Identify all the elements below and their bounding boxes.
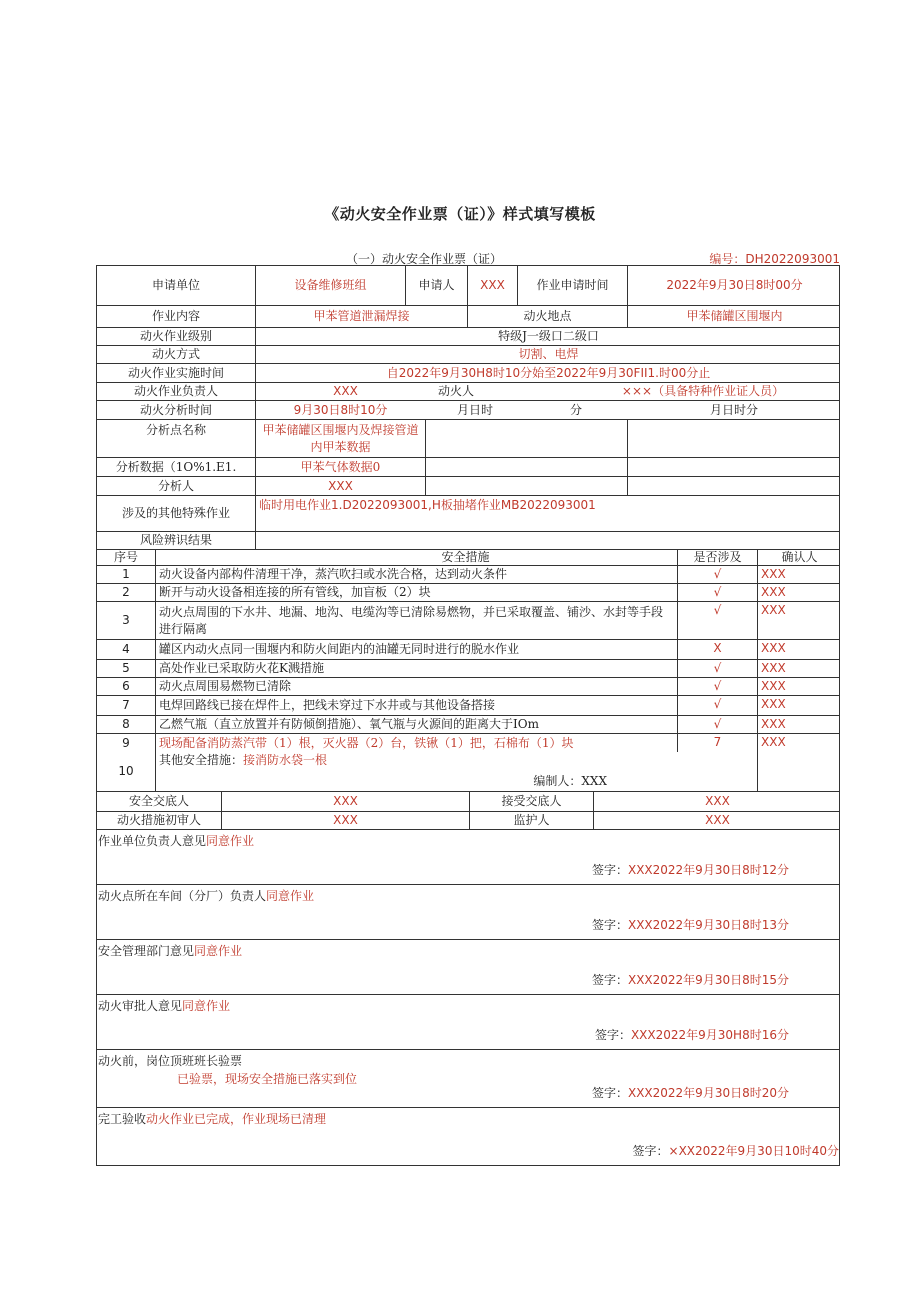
measure-row (97, 660, 839, 678)
opinion-value: 动火作业已完成，作业现场已清理 (146, 1112, 327, 1126)
review-label: 动火措施初审人 (116, 813, 201, 827)
opinion-label: 动火审批人意见 (98, 999, 183, 1013)
measure-row (97, 716, 839, 734)
row-point (97, 420, 839, 458)
row-apply (97, 266, 839, 306)
opinion-label: 动火前，岗位顶班班长验票 (98, 1054, 243, 1068)
level-value[interactable]: 特级J一级口二级口 (255, 328, 841, 345)
point-cell-2[interactable] (425, 420, 627, 457)
measure-no: 4 (122, 642, 130, 656)
receiver-label: 接受交底人 (469, 792, 593, 811)
leader-value[interactable]: XXX (255, 383, 435, 400)
opinion-label: 完工验收 (98, 1112, 147, 1126)
analyst-value[interactable]: XXX (255, 477, 425, 495)
measure-no: 10 (118, 764, 134, 778)
opinion-line (98, 1052, 242, 1069)
signature-label: 签字： (594, 1028, 631, 1042)
applicant-value[interactable]: XXX (467, 266, 517, 305)
opinion-block[interactable] (97, 995, 839, 1050)
applicant-label: 申请人 (405, 266, 467, 305)
analyst-cell-3[interactable] (627, 477, 841, 495)
row-handover-1 (97, 792, 839, 812)
measure-no-header: 序号 (113, 550, 138, 564)
analysis-time-2[interactable]: 月日时 (456, 402, 493, 417)
measure-no: 8 (122, 717, 130, 731)
measure-confirm-10[interactable] (757, 752, 841, 791)
measure-no: 6 (122, 679, 130, 693)
measure-no: 9 (122, 735, 130, 750)
receiver-value[interactable]: XXX (593, 792, 841, 811)
measure-confirm[interactable]: XXX (757, 678, 841, 695)
signature-line (592, 971, 789, 988)
guard-label: 监护人 (469, 812, 593, 829)
measure-involved[interactable]: 7 (677, 734, 757, 752)
measure-confirm[interactable]: XXX (757, 602, 841, 639)
row-special (97, 496, 839, 532)
measure-row (97, 734, 839, 752)
measure-confirm[interactable]: XXX (757, 584, 841, 601)
analyst-label: 分析人 (157, 478, 194, 493)
row-analyst (97, 477, 839, 496)
measure-involved[interactable]: X (677, 640, 757, 659)
row-risk (97, 532, 839, 550)
measure-row-10 (97, 752, 839, 792)
period-value[interactable]: 自2022年9月30H8时10分始至2022年9月30FII1.时00分止 (255, 364, 841, 382)
opinion-block[interactable] (97, 1108, 839, 1165)
signature-line (592, 1084, 789, 1101)
opinion-block[interactable] (97, 885, 839, 940)
signature-line (592, 916, 789, 933)
signature-label: 签字： (591, 1086, 628, 1100)
measure-involved[interactable]: √ (677, 678, 757, 695)
measure-confirm[interactable]: XXX (757, 566, 841, 583)
measure-row (97, 602, 839, 640)
signature-value: XXX2022年9月30日8时20分 (627, 1086, 789, 1100)
measure-text: 罐区内动火点同一围堰内和防火间距内的油罐无同时进行的脱水作业 (155, 640, 677, 659)
signature-label: 签字： (632, 1144, 669, 1158)
level-label: 动火作业级别 (139, 329, 212, 343)
analysis-time-label: 动火分析时间 (139, 402, 212, 417)
measure-row (97, 566, 839, 584)
risk-label: 风险辨识结果 (139, 533, 212, 547)
subtitle-bar (96, 250, 840, 266)
analysis-time-4[interactable]: 月日时分 (709, 402, 758, 417)
measure-row (97, 696, 839, 716)
measure-confirm[interactable]: XXX (757, 660, 841, 677)
signature-value: XXX2022年9月30日8时15分 (627, 973, 789, 987)
special-label: 涉及的其他特殊作业 (121, 506, 230, 520)
signature-value: XXX2022年9月30日8时12分 (627, 863, 789, 877)
opinion-value: 同意作业 (182, 999, 231, 1013)
measure-text: 高处作业已采取防火花K溅措施 (155, 660, 677, 677)
opinion-label: 安全管理部门意见 (98, 944, 195, 958)
opinion-line (98, 942, 242, 959)
analysis-time-3[interactable]: 分 (569, 402, 582, 417)
risk-value[interactable] (255, 532, 841, 549)
safety-value[interactable]: XXX (221, 792, 469, 811)
opinion-value: 已验票，现场安全措施已落实到位 (177, 1072, 358, 1086)
data-cell-2[interactable] (425, 458, 627, 476)
row-period (97, 364, 839, 383)
measure-no: 3 (122, 613, 130, 627)
measure-no: 2 (122, 585, 130, 599)
form-subtitle: （一）动火安全作业票（证） (346, 252, 503, 266)
row-leader (97, 383, 839, 401)
content-value[interactable]: 甲苯管道泄漏焊接 (255, 306, 467, 327)
signature-value: XXX2022年9月30H8时16分 (630, 1028, 789, 1042)
signature-value: XXX2022年9月30日8时13分 (627, 918, 789, 932)
form-number: 编号：DH2022093001 (709, 252, 840, 266)
special-value[interactable]: 临时用电作业1.D2022093001,H板抽堵作业MB2022093001 (255, 496, 841, 531)
measure-list (97, 566, 839, 752)
measure-confirm[interactable]: XXX (757, 716, 841, 733)
safety-label: 安全交底人 (128, 794, 189, 808)
row-analysis-time (97, 401, 839, 420)
measure-row (97, 678, 839, 696)
measure-text: 动火点周围的下水井、地漏、地沟、电缆沟等已清除易燃物，并已采取覆盖、铺沙、水封等手段进行隔离 (155, 602, 677, 639)
measure-involved-header: 是否涉及 (677, 550, 757, 565)
opinion-block[interactable] (97, 940, 839, 995)
apply-unit-value[interactable]: 设备维修班组 (255, 266, 405, 305)
row-data (97, 458, 839, 477)
signature-value: ×XX2022年9月30日10时40分 (668, 1144, 839, 1158)
signature-line (592, 861, 789, 878)
point-value[interactable]: 甲苯储罐区围堰内及焊接管道内甲苯数据 (255, 420, 425, 457)
opinion-value: 同意作业 (266, 889, 315, 903)
row-method (97, 346, 839, 364)
measure-confirm[interactable]: XXX (757, 696, 841, 715)
review-value[interactable]: XXX (221, 812, 469, 829)
measure-text: 动火设备内部构件清理干净，蒸汽吹扫或水洗合格，达到动火条件 (155, 566, 677, 583)
measure-text-header: 安全措施 (155, 550, 775, 565)
measure-confirm-header: 确认人 (757, 550, 841, 565)
measure-no: 7 (122, 698, 130, 712)
point-label: 分析点名称 (145, 423, 206, 437)
site-label: 动火地点 (467, 306, 627, 327)
worker-label: 动火人 (438, 384, 475, 398)
analysis-time-value[interactable]: 9月30日8时10分 (255, 401, 425, 419)
measure-other[interactable] (155, 752, 757, 791)
measure-involved[interactable]: √ (677, 584, 757, 601)
measure-row (97, 640, 839, 660)
measure-involved[interactable]: √ (677, 602, 757, 639)
opinion-label: 作业单位负责人意见 (98, 834, 207, 848)
data-value[interactable]: 甲苯气体数据0 (255, 458, 425, 476)
analyst-cell-2[interactable] (425, 477, 627, 495)
opinion-line (98, 832, 254, 849)
measures-header (97, 550, 839, 566)
leader-label: 动火作业负责人 (133, 384, 218, 398)
opinion-line (98, 1110, 326, 1127)
guard-value[interactable]: XXX (593, 812, 841, 829)
point-cell-3[interactable] (627, 420, 841, 457)
opinion-value: 同意作业 (206, 834, 255, 848)
opinion-line (98, 997, 230, 1014)
opinion-line (98, 887, 314, 904)
method-value[interactable]: 切割、电焊 (255, 346, 841, 363)
opinion-block[interactable] (97, 1050, 839, 1108)
apply-unit-label: 申请单位 (151, 278, 200, 292)
measure-no: 1 (122, 567, 130, 581)
row-level (97, 328, 839, 346)
opinion-value: 同意作业 (194, 944, 243, 958)
signature-label: 签字： (591, 918, 628, 932)
measure-confirm[interactable]: XXX (757, 734, 841, 752)
method-label: 动火方式 (151, 347, 200, 361)
measure-confirm[interactable]: XXX (757, 640, 841, 659)
row-handover-2 (97, 812, 839, 830)
measure-row (97, 584, 839, 602)
period-label: 动火作业实施时间 (127, 365, 224, 380)
measure-text: 动火点周围易燃物已清除 (155, 678, 677, 695)
measure-no: 5 (122, 661, 130, 675)
measure-involved[interactable]: √ (677, 566, 757, 583)
apply-time-label: 作业申请时间 (517, 266, 627, 305)
opinion-label: 动火点所在车间（分厂）负责人 (98, 889, 267, 903)
row-content (97, 306, 839, 328)
measure-involved[interactable]: √ (677, 696, 757, 715)
measure-text: 乙燃气瓶（直立放置并有防倾倒措施）、氧气瓶与火源间的距离大于IOm (155, 716, 677, 733)
signature-label: 签字： (591, 863, 628, 877)
data-cell-3[interactable] (627, 458, 841, 476)
content-label: 作业内容 (151, 309, 200, 323)
data-label: 分析数据（1O%1.E1. (115, 459, 237, 474)
site-value[interactable]: 甲苯储罐区围堰内 (627, 306, 841, 327)
measure-text: 现场配备消防蒸汽带（1）根，灭火器（2）台，铁锹（1）把，石棉布（1）块 (155, 734, 677, 752)
measure-involved[interactable]: √ (677, 660, 757, 677)
measure-text: 电焊回路线已接在焊件上，把线未穿过下水井或与其他设备搭接 (155, 696, 677, 715)
measure-text: 断开与动火设备相连接的所有管线，加盲板（2）块 (155, 584, 677, 601)
measure-editor: 编制人：XXX (533, 774, 607, 788)
measure-other-value: 接消防水袋一根 (243, 753, 328, 767)
page-title: 《动火安全作业票（证）》样式填写模板 (324, 205, 596, 223)
measure-other-label: 其他安全措施： (159, 753, 244, 767)
signature-label: 签字： (591, 973, 628, 987)
permit-sheet (96, 265, 840, 1166)
opinion-list (97, 830, 839, 1165)
apply-time-value[interactable]: 2022年9月30日8时00分 (627, 266, 841, 305)
signature-line (595, 1026, 789, 1043)
measure-involved[interactable]: √ (677, 716, 757, 733)
signature-line (633, 1142, 840, 1159)
worker-value[interactable]: ×××（具备特种作业证人员） (621, 384, 785, 398)
opinion-block[interactable] (97, 830, 839, 885)
